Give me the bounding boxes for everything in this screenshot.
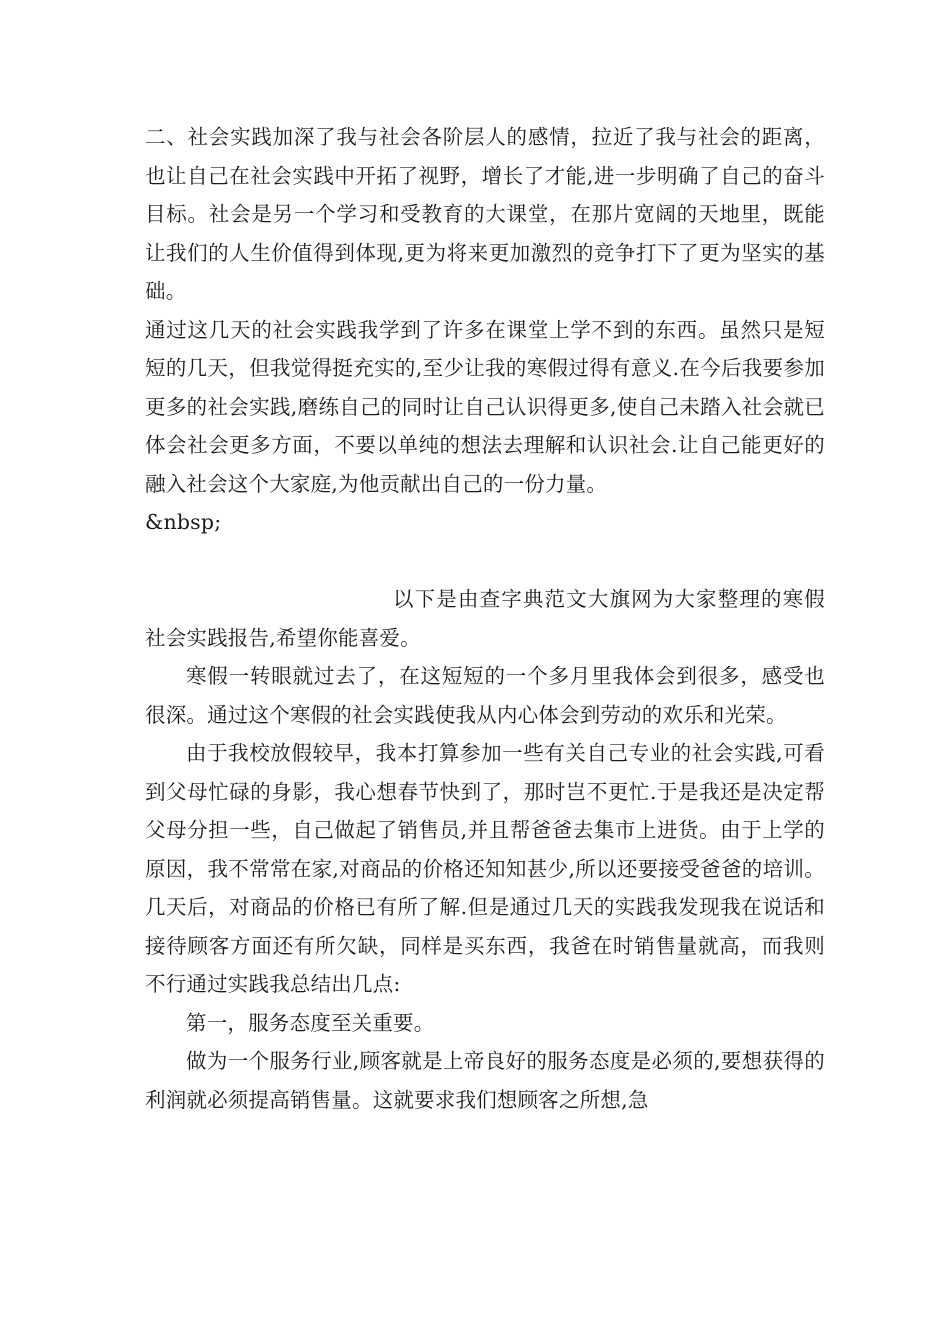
paragraph-service-industry: 做为一个服务行业,顾客就是上帝良好的服务态度是必须的,要想获得的利润就必须提高销售量。这就要求我们想顾客之所想,急 [145,1049,825,1112]
paragraph-helping-parents: 由于我校放假较早，我本打算参加一些有关自己专业的社会实践,可看到父母忙碌的身影，我心想春节快到了，那时岂不更忙.于是我还是决定帮父母分担一些，自己做起了销售员,并且帮爸爸去集市上进货。由于上学的原因，我不常常在家,对商品的价格还知知甚少,所以还要接受爸爸的培训。几天后，对商品的价格已有所了解.但是通过几天的实践我发现我在说话和接待顾客方面还有所欠缺，同样是买东西，我爸在时销售量就高，而我则不行通过实践我总结出几点: [145,741,825,996]
paragraph-social-practice-deepens: 二、社会实践加深了我与社会各阶层人的感情，拉近了我与社会的距离，也让自己在社会实践中开拓了视野，增长了才能,进一步明确了自己的奋斗目标。社会是另一个学习和受教育的大课堂，在那片宽阔的天地里，既能让我们的人生价值得到体现,更为将来更加激烈的竞争打下了更为坚实的基础。 [145,125,825,303]
paragraph-learned-things: 通过这几天的社会实践我学到了许多在课堂上学不到的东西。虽然只是短短的几天，但我觉得挺充实的,至少让我的寒假过得有意义.在今后我要参加更多的社会实践,磨练自己的同时让自己认识得更多,使自己未踏入社会就已体会社会更多方面，不要以单纯的想法去理解和认识社会.让自己能更好的融入社会这个大家庭,为他贡献出自己的一份力量。 [145,317,825,496]
paragraph-nbsp-entity: &nbsp; [145,510,222,534]
paragraph-winter-break: 寒假一转眼就过去了，在这短短的一个多月里我体会到很多，感受也很深。通过这个寒假的社会实践使我从内心体会到劳动的欢乐和光荣。 [145,664,825,727]
paragraph-point-one: 第一，服务态度至关重要。 [186,1010,435,1035]
paragraph-intro-note: 以下是由查字典范文大旗网为大家整理的寒假社会实践报告,希望你能喜爱。 [145,587,825,650]
blank-line [145,542,825,581]
document-body [145,118,825,1119]
